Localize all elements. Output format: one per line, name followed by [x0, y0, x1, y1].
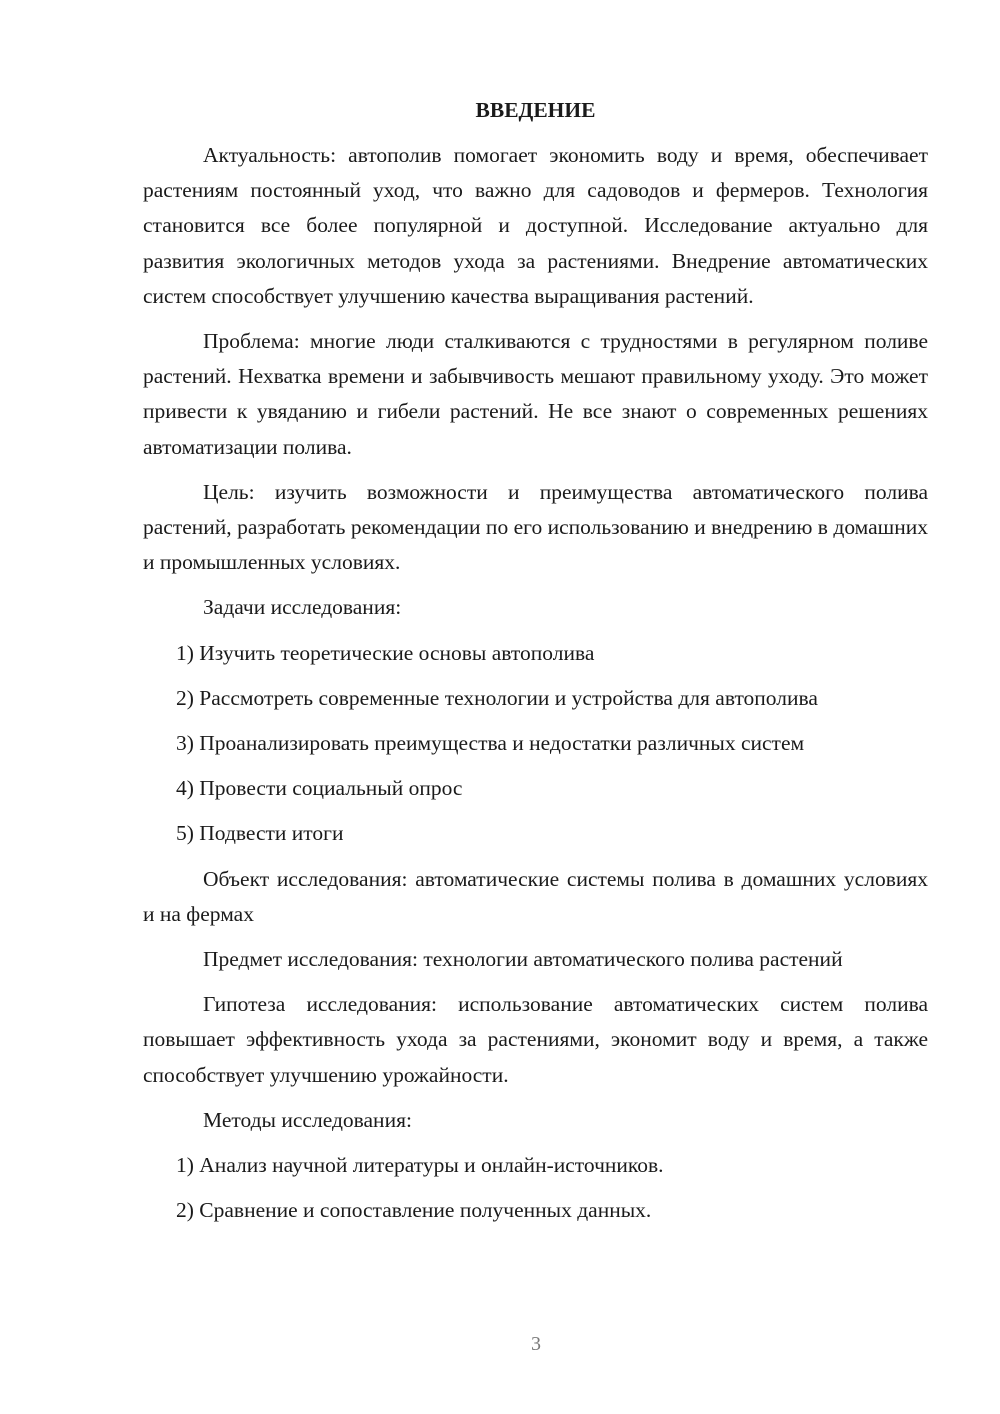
- list-item: 2) Рассмотреть современные технологии и устройства для автополива: [176, 685, 818, 710]
- hypothesis-paragraph: Гипотеза исследования: использование автоматических систем полива повышает эффективность ухода за растениями, экономит воду и время, а также способствует улучшению урожайности.: [143, 992, 928, 1087]
- goal-paragraph: Цель: изучить возможности и преимущества автоматического полива растений, разработать рекомендации по его использованию и внедрению в домашних и промышленных условиях.: [143, 479, 928, 575]
- list-item: 1) Изучить теоретические основы автополива: [176, 640, 595, 665]
- list-item: 2) Сравнение и сопоставление полученных данных.: [176, 1198, 652, 1223]
- page-number: 3: [531, 1333, 541, 1355]
- section-title: ВВЕДЕНИЕ: [475, 98, 596, 122]
- relevance-paragraph: Актуальность: автополив помогает экономить воду и время, обеспечивает растениям постоянный уход, что важно для садоводов и фермеров. Технология становится все более популярной и доступной. Исследование актуально для развития экологичных методов ухода за растениями. Внедрение автоматических систем способствует улучшению качества выращивания растений.: [143, 143, 928, 308]
- list-item: 3) Проанализировать преимущества и недостатки различных систем: [176, 731, 805, 756]
- tasks-list: [143, 636, 928, 852]
- problem-paragraph: Проблема: многие люди сталкиваются с трудностями в регулярном поливе растений. Нехватка времени и забывчивость мешают правильному уходу. Это может привести к увяданию и гибели растений. Не все знают о современных решениях автоматизации полива.: [143, 329, 928, 459]
- document-page: [143, 90, 928, 1238]
- list-item: 4) Провести социальный опрос: [176, 776, 463, 801]
- tasks-heading: Задачи исследования:: [203, 595, 402, 620]
- object-paragraph: Объект исследования: автоматические системы полива в домашних условиях и на фермах: [143, 866, 928, 926]
- list-item: 5) Подвести итоги: [176, 821, 344, 846]
- methods-list: [143, 1148, 928, 1228]
- subject-paragraph: Предмет исследования: технологии автоматического полива растений: [203, 947, 843, 972]
- methods-heading: Методы исследования:: [203, 1107, 412, 1132]
- list-item: 1) Анализ научной литературы и онлайн-источников.: [176, 1153, 664, 1178]
